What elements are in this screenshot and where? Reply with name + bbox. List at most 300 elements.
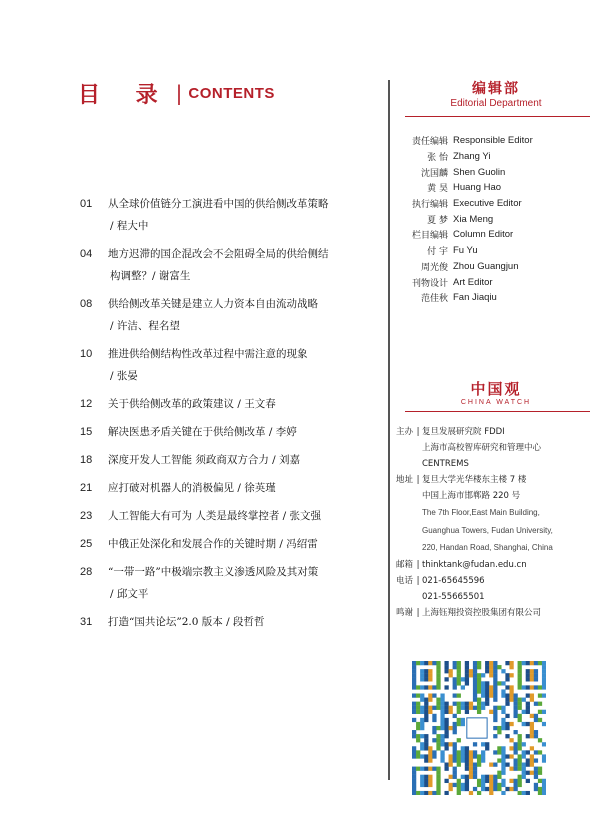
info-row	[396, 539, 596, 557]
qr-module	[457, 710, 461, 714]
qr-module	[501, 771, 505, 775]
qr-module	[518, 669, 522, 673]
qr-module	[428, 758, 432, 762]
toc-line: 地方迟滞的国企混改会不会阻碍全局的供给侧结	[108, 248, 329, 260]
qr-module	[481, 689, 485, 693]
qr-module	[432, 714, 436, 718]
qr-module	[449, 706, 453, 710]
qr-module	[501, 779, 505, 783]
qr-module	[440, 714, 444, 718]
qr-module	[501, 746, 505, 750]
qr-module	[518, 746, 522, 750]
qr-module	[534, 758, 538, 762]
qr-module	[526, 661, 530, 665]
qr-module	[465, 763, 469, 767]
qr-module	[449, 754, 453, 758]
qr-module	[481, 758, 485, 762]
qr-module	[453, 730, 457, 734]
qr-module	[461, 722, 465, 726]
qr-module	[465, 661, 469, 665]
qr-module	[526, 763, 530, 767]
qr-module	[534, 767, 538, 771]
qr-module	[493, 763, 497, 767]
qr-module	[440, 706, 444, 710]
qr-module	[436, 771, 440, 775]
toc-entry-text	[108, 561, 318, 605]
qr-module	[412, 791, 416, 795]
qr-module	[420, 673, 424, 677]
qr-module	[477, 791, 481, 795]
qr-module	[522, 722, 526, 726]
qr-module	[514, 742, 518, 746]
toc-entry[interactable]	[80, 293, 380, 337]
qr-module	[412, 681, 416, 685]
toc-entry-text	[108, 293, 318, 337]
qr-module	[485, 775, 489, 779]
qr-module	[518, 738, 522, 742]
qr-module	[501, 767, 505, 771]
toc-entry[interactable]	[80, 243, 380, 287]
qr-module	[489, 661, 493, 665]
column-divider	[388, 80, 390, 780]
qr-module	[428, 783, 432, 787]
qr-module	[542, 787, 546, 791]
qr-module	[420, 698, 424, 702]
qr-module	[428, 767, 432, 771]
qr-module	[505, 734, 509, 738]
info-key: 鸣谢	[396, 607, 414, 618]
toc-line: 推进供给侧结构性改革过程中需注意的现象	[108, 348, 308, 360]
toc-entry[interactable]	[80, 477, 380, 499]
staff-row	[396, 164, 533, 180]
qr-module	[518, 718, 522, 722]
info-row	[396, 488, 596, 504]
qr-module	[526, 791, 530, 795]
toc-entry-text	[108, 611, 264, 633]
qr-module	[477, 779, 481, 783]
qr-module	[501, 710, 505, 714]
qr-module	[534, 775, 538, 779]
qr-module	[465, 673, 469, 677]
staff-english: Executive Editor	[453, 198, 522, 210]
qr-module	[420, 754, 424, 758]
qr-module	[436, 706, 440, 710]
qr-module	[440, 698, 444, 702]
qr-module	[473, 669, 477, 673]
info-row	[396, 456, 596, 472]
info-bar: |	[416, 559, 420, 570]
qr-module	[542, 661, 546, 665]
qr-module	[542, 685, 546, 689]
qr-module	[534, 730, 538, 734]
info-bar: |	[416, 607, 420, 618]
qr-module	[514, 763, 518, 767]
qr-module	[534, 669, 538, 673]
qr-module	[453, 677, 457, 681]
toc-entry[interactable]	[80, 561, 380, 605]
qr-module	[534, 673, 538, 677]
qr-module	[453, 693, 457, 697]
info-key: 邮箱	[396, 559, 414, 570]
qr-module	[444, 710, 448, 714]
qr-module	[436, 665, 440, 669]
qr-module	[497, 787, 501, 791]
qr-module	[424, 754, 428, 758]
qr-module	[416, 791, 420, 795]
qr-module	[509, 661, 513, 665]
qr-module	[489, 710, 493, 714]
qr-module	[424, 779, 428, 783]
qr-module	[514, 714, 518, 718]
qr-module	[453, 783, 457, 787]
qr-module	[497, 746, 501, 750]
qr-module	[509, 689, 513, 693]
qr-module	[473, 665, 477, 669]
info-key: 主办	[396, 427, 414, 437]
qr-module	[485, 693, 489, 697]
qr-module	[509, 787, 513, 791]
qr-module	[542, 669, 546, 673]
qr-module	[424, 673, 428, 677]
toc-line: 应打破对机器人的消极偏见 / 徐英瑾	[108, 482, 276, 494]
qr-module	[432, 754, 436, 758]
qr-module	[538, 685, 542, 689]
qr-module	[424, 714, 428, 718]
qr-module	[420, 783, 424, 787]
info-row	[396, 440, 596, 456]
qr-module	[424, 738, 428, 742]
qr-module	[493, 706, 497, 710]
qr-module	[453, 714, 457, 718]
qr-module	[449, 726, 453, 730]
qr-module	[522, 754, 526, 758]
qr-module	[440, 750, 444, 754]
toc-page-number: 21	[80, 482, 93, 494]
staff-english: Fan Jiaqiu	[453, 292, 497, 304]
qr-module	[530, 746, 534, 750]
info-row	[396, 557, 596, 573]
toc-line: 供给侧改革关键是建立人力资本自由流动战略	[108, 298, 318, 310]
qr-module	[424, 710, 428, 714]
qr-module	[432, 791, 436, 795]
qr-module	[420, 746, 424, 750]
qr-module	[518, 734, 522, 738]
qr-module	[432, 738, 436, 742]
qr-module	[416, 693, 420, 697]
qr-module	[473, 661, 477, 665]
info-value[interactable]: thinktank@fudan.edu.cn	[422, 559, 527, 570]
qr-module	[449, 673, 453, 677]
toc-entry[interactable]	[80, 393, 380, 415]
qr-module	[436, 779, 440, 783]
qr-module	[444, 791, 448, 795]
qr-module	[497, 758, 501, 762]
qr-module	[481, 775, 485, 779]
qr-module	[542, 710, 546, 714]
qr-module	[465, 677, 469, 681]
qr-module	[461, 783, 465, 787]
qr-module	[514, 783, 518, 787]
qr-module	[424, 718, 428, 722]
qr-module	[412, 677, 416, 681]
qr-module	[514, 698, 518, 702]
qr-module	[493, 714, 497, 718]
toc-list	[80, 193, 380, 639]
qr-module	[457, 706, 461, 710]
info-value: 220, Handan Road, Shanghai, China	[422, 543, 553, 552]
qr-module	[518, 661, 522, 665]
toc-entry[interactable]	[80, 611, 380, 633]
qr-module	[493, 726, 497, 730]
qr-module	[473, 775, 477, 779]
qr-module	[509, 693, 513, 697]
qr-module	[542, 681, 546, 685]
toc-entry-text	[108, 477, 276, 499]
staff-row	[396, 243, 533, 259]
qr-module	[501, 783, 505, 787]
qr-module	[501, 750, 505, 754]
qr-module	[518, 791, 522, 795]
editorial-header	[392, 78, 600, 109]
toc-entry-text	[108, 505, 321, 527]
qr-module	[534, 677, 538, 681]
qr-module	[485, 681, 489, 685]
qr-module	[436, 685, 440, 689]
qr-module	[424, 775, 428, 779]
qr-module	[509, 698, 513, 702]
qr-module	[477, 698, 481, 702]
qr-module	[444, 718, 448, 722]
qr-module	[477, 706, 481, 710]
qr-module	[457, 669, 461, 673]
qr-module	[530, 669, 534, 673]
toc-page-number: 12	[80, 398, 93, 410]
qr-module	[489, 669, 493, 673]
qr-module	[514, 730, 518, 734]
qr-module	[469, 706, 473, 710]
qr-module	[509, 685, 513, 689]
qr-module	[432, 730, 436, 734]
staff-role: 范佳秋	[420, 294, 448, 305]
qr-module	[493, 677, 497, 681]
qr-module	[440, 754, 444, 758]
qr-module	[530, 722, 534, 726]
staff-english: Column Editor	[453, 229, 514, 241]
qr-module	[424, 702, 428, 706]
staff-role: 刊物设计	[411, 278, 448, 289]
qr-module	[453, 726, 457, 730]
info-row	[396, 472, 596, 488]
qr-module	[469, 673, 473, 677]
qr-module	[436, 681, 440, 685]
toc-entry[interactable]	[80, 421, 380, 443]
qr-module	[505, 693, 509, 697]
qr-module	[436, 726, 440, 730]
qr-module	[505, 714, 509, 718]
qr-module	[514, 706, 518, 710]
qr-module	[501, 763, 505, 767]
qr-module	[457, 693, 461, 697]
toc-entry[interactable]	[80, 449, 380, 471]
qr-module	[530, 714, 534, 718]
toc-page-number: 23	[80, 510, 93, 522]
toc-entry[interactable]	[80, 505, 380, 527]
qr-module	[522, 763, 526, 767]
qr-module	[416, 702, 420, 706]
qr-module	[436, 775, 440, 779]
qr-module	[493, 669, 497, 673]
qr-module	[489, 763, 493, 767]
staff-row	[396, 227, 533, 243]
qr-module	[505, 726, 509, 730]
qr-module	[461, 754, 465, 758]
qr-module	[481, 681, 485, 685]
qr-module	[493, 661, 497, 665]
qr-module	[493, 775, 497, 779]
qr-module	[505, 787, 509, 791]
qr-module	[465, 681, 469, 685]
qr-module	[440, 738, 444, 742]
qr-module	[526, 706, 530, 710]
qr-module	[444, 746, 448, 750]
qr-module	[534, 661, 538, 665]
qr-module	[514, 702, 518, 706]
qr-module	[453, 742, 457, 746]
qr-module	[542, 673, 546, 677]
qr-module	[428, 750, 432, 754]
qr-module	[416, 722, 420, 726]
info-row	[396, 589, 596, 605]
qr-module	[518, 775, 522, 779]
qr-module	[542, 791, 546, 795]
qr-module	[542, 722, 546, 726]
qr-module	[461, 758, 465, 762]
qr-module	[477, 681, 481, 685]
qr-module	[530, 726, 534, 730]
qr-module	[412, 734, 416, 738]
toc-entry[interactable]	[80, 533, 380, 555]
toc-line: 中俄正处深化和发展合作的关键时期 / 冯绍雷	[108, 538, 318, 550]
qr-module	[526, 702, 530, 706]
qr-module	[412, 783, 416, 787]
qr-module	[453, 750, 457, 754]
qr-module	[424, 734, 428, 738]
qr-module	[428, 673, 432, 677]
toc-entry[interactable]	[80, 193, 380, 237]
toc-line: “一带一路”中极端宗教主义渗透风险及其对策	[108, 566, 319, 578]
qr-module	[514, 750, 518, 754]
info-row	[396, 522, 596, 540]
qr-module	[469, 750, 473, 754]
info-row	[396, 504, 596, 522]
qr-module	[501, 722, 505, 726]
qr-module	[424, 767, 428, 771]
info-row	[396, 605, 596, 621]
qr-module	[493, 693, 497, 697]
qr-module	[538, 791, 542, 795]
qr-module	[534, 734, 538, 738]
qr-module	[461, 775, 465, 779]
qr-module	[501, 693, 505, 697]
qr-module	[465, 710, 469, 714]
qr-module	[432, 767, 436, 771]
qr-module	[526, 758, 530, 762]
qr-module	[428, 661, 432, 665]
qr-module	[465, 665, 469, 669]
toc-line: 打造“国共论坛”2.0 版本 / 段哲哲	[108, 616, 265, 628]
qr-module	[522, 685, 526, 689]
qr-logo-icon	[467, 718, 487, 738]
toc-line: 解决医患矛盾关键在于供给侧改革 / 李婷	[108, 426, 297, 438]
info-bar: |	[416, 575, 420, 586]
toc-page-number: 15	[80, 426, 93, 438]
staff-english: Art Editor	[453, 276, 493, 288]
qr-module	[412, 779, 416, 783]
qr-module	[449, 669, 453, 673]
toc-entry-text	[108, 393, 276, 415]
qr-module	[420, 677, 424, 681]
qr-module	[412, 730, 416, 734]
qr-module	[477, 689, 481, 693]
qr-code	[412, 661, 546, 795]
qr-module	[416, 738, 420, 742]
qr-module	[412, 718, 416, 722]
qr-module	[416, 685, 420, 689]
qr-module	[436, 734, 440, 738]
staff-row	[396, 133, 533, 149]
qr-module	[440, 742, 444, 746]
qr-module	[485, 742, 489, 746]
toc-page-number: 25	[80, 538, 93, 550]
toc-entry-text	[108, 243, 329, 287]
toc-entry[interactable]	[80, 343, 380, 387]
qr-module	[542, 665, 546, 669]
qr-module	[440, 726, 444, 730]
qr-module	[436, 698, 440, 702]
title-cn: 目 录	[78, 81, 172, 108]
qr-module	[428, 779, 432, 783]
qr-module	[469, 669, 473, 673]
staff-english: Responsible Editor	[453, 135, 533, 147]
qr-module	[465, 787, 469, 791]
qr-module	[518, 698, 522, 702]
publisher-info	[396, 424, 596, 621]
qr-module	[538, 771, 542, 775]
qr-module	[538, 750, 542, 754]
qr-module	[497, 681, 501, 685]
qr-module	[453, 681, 457, 685]
toc-line: 深度开发人工智能 须政商双方合力 / 刘嘉	[108, 454, 301, 466]
qr-module	[538, 661, 542, 665]
qr-module	[453, 746, 457, 750]
qr-module	[461, 787, 465, 791]
qr-module	[497, 706, 501, 710]
qr-module	[530, 734, 534, 738]
qr-module	[453, 661, 457, 665]
qr-module	[493, 750, 497, 754]
qr-module	[489, 665, 493, 669]
qr-module	[432, 661, 436, 665]
qr-module	[457, 661, 461, 665]
qr-module	[473, 771, 477, 775]
staff-role: 沈国麟	[420, 168, 448, 179]
qr-module	[501, 681, 505, 685]
qr-module	[489, 693, 493, 697]
qr-module	[497, 771, 501, 775]
qr-module	[542, 677, 546, 681]
info-value: CENTREMS	[422, 459, 469, 469]
qr-module	[416, 710, 420, 714]
